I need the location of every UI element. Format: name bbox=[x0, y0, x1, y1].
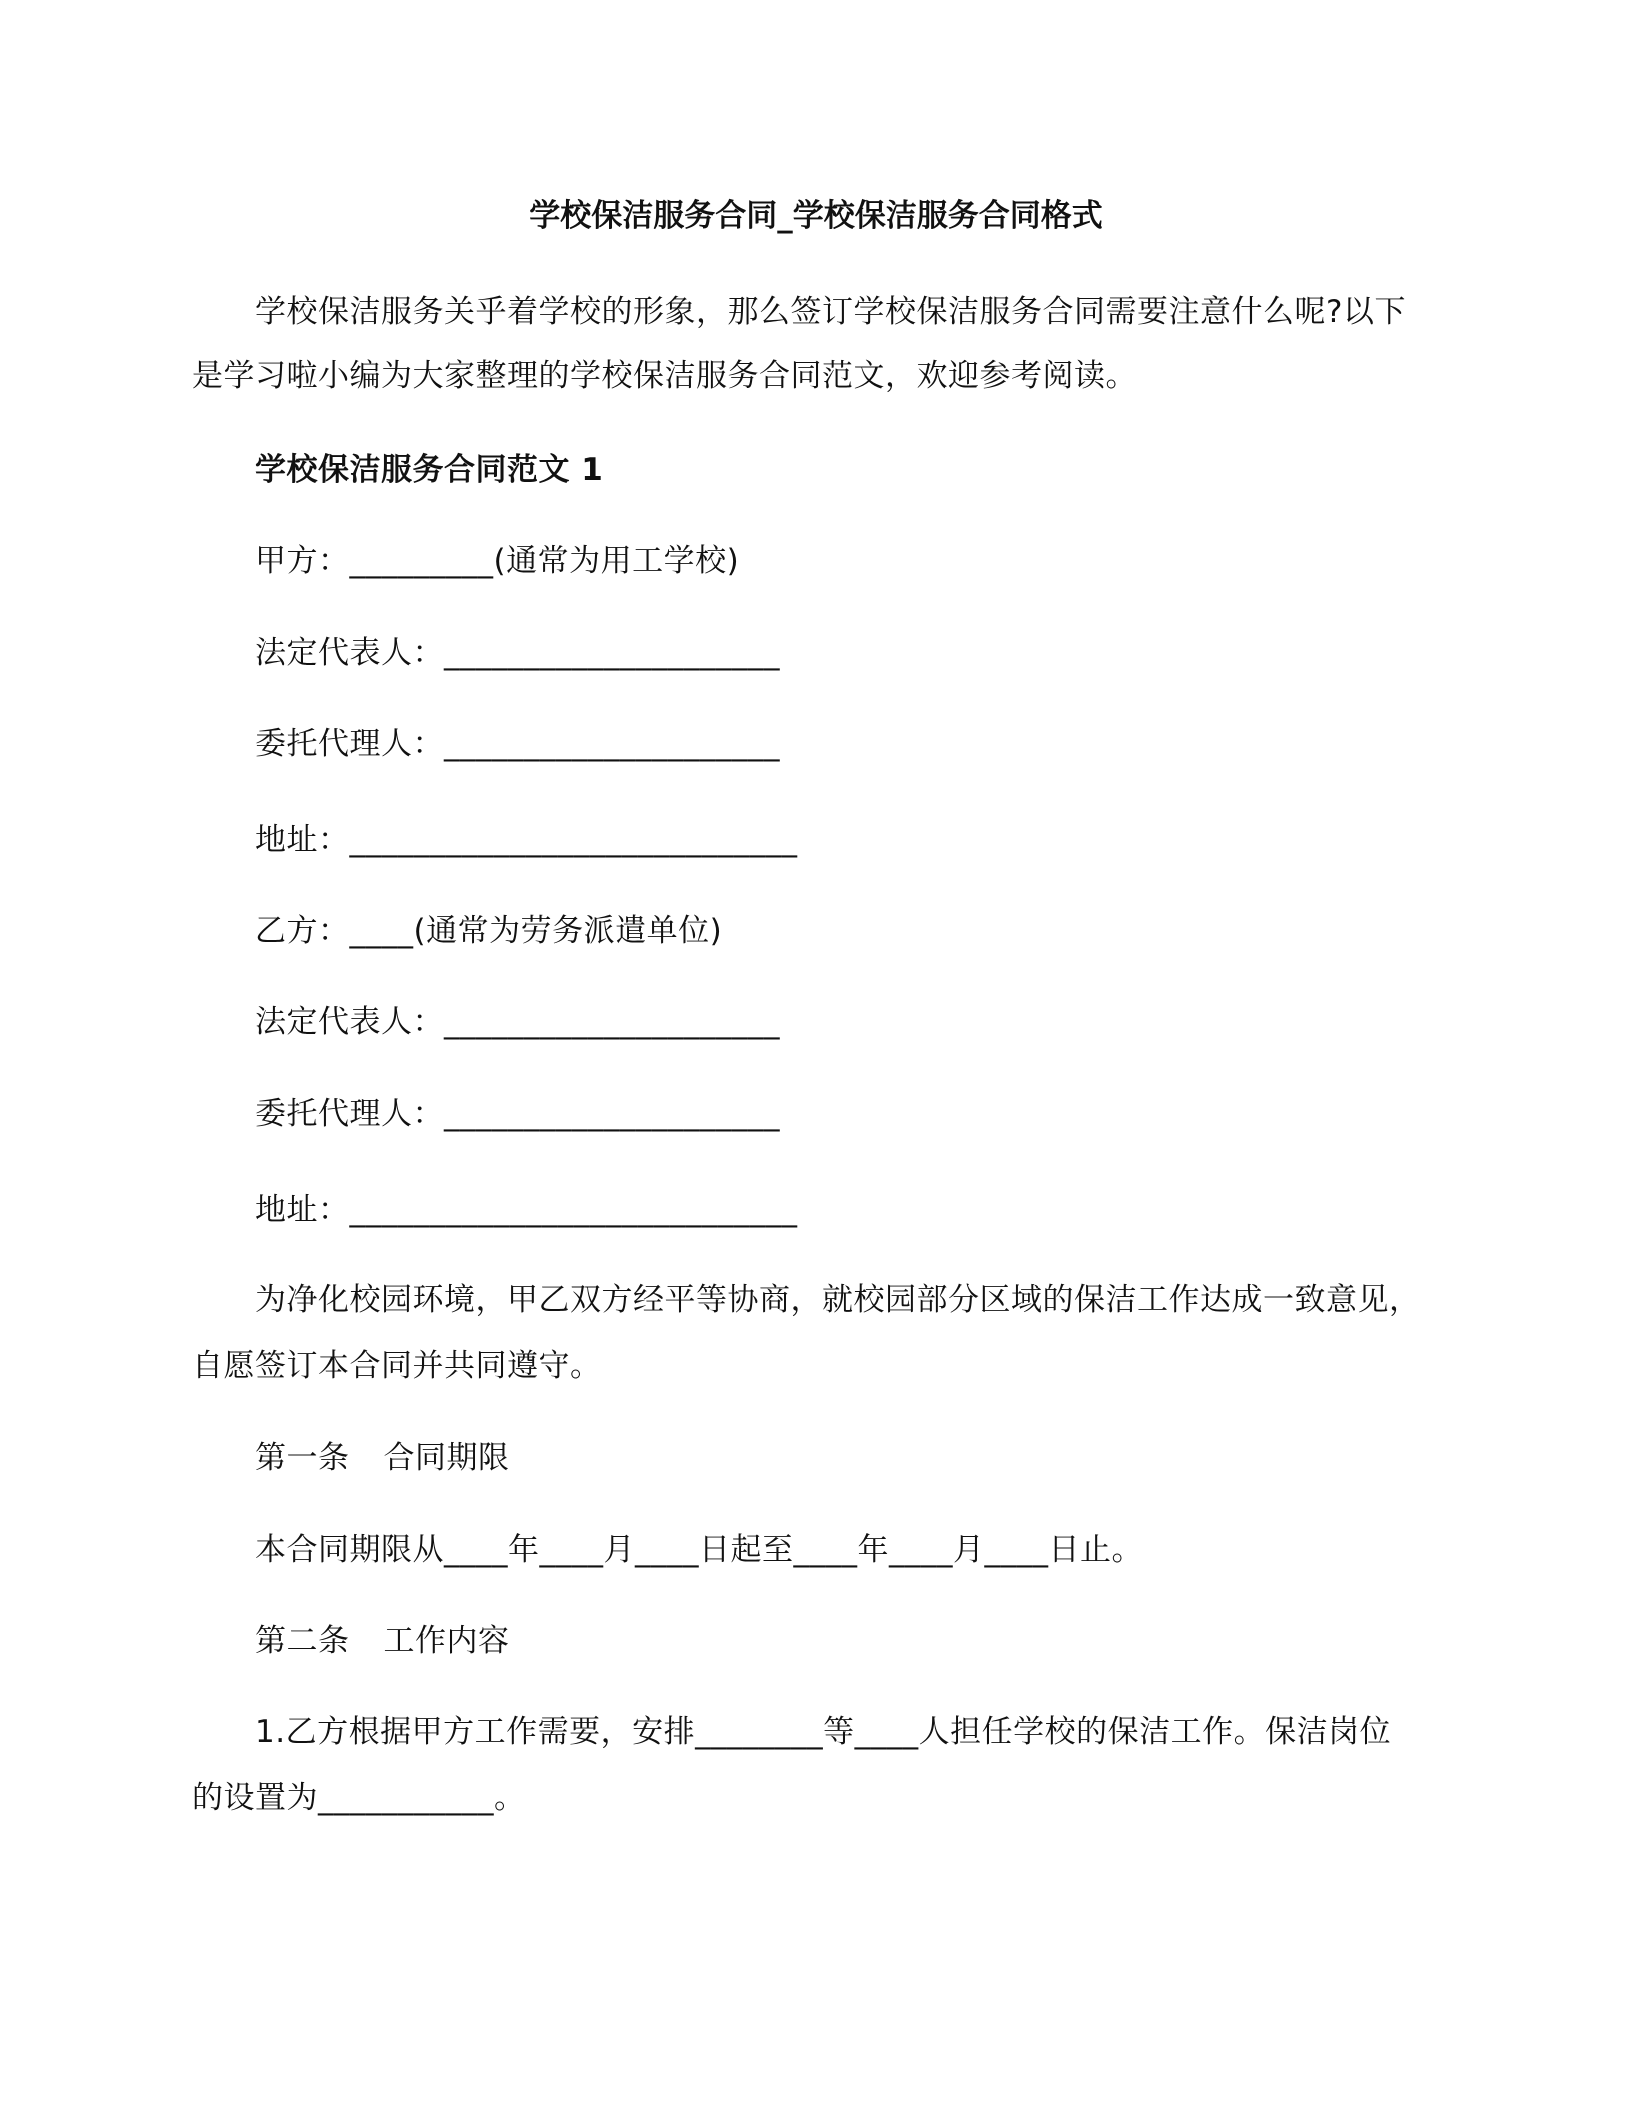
party-a-agent: 委托代理人：_____________________ bbox=[255, 726, 780, 762]
article-1-number: 第一条 bbox=[255, 1440, 350, 1476]
intro-line-1: 学校保洁服务关乎着学校的形象，那么签订学校保洁服务合同需要注意什么呢?以下 bbox=[255, 294, 1406, 330]
intro-line-2: 是学习啦小编为大家整理的学校保洁服务合同范文，欢迎参考阅读。 bbox=[192, 358, 1137, 394]
party-b-address: 地址：____________________________ bbox=[255, 1192, 798, 1228]
party-a-address: 地址：____________________________ bbox=[255, 822, 798, 858]
article-2-number: 第二条 bbox=[255, 1623, 350, 1659]
article-2-title: 工作内容 bbox=[383, 1623, 510, 1659]
document-title: 学校保洁服务合同_学校保洁服务合同格式 bbox=[529, 198, 1103, 234]
party-a-label: 甲方：_________(通常为用工学校) bbox=[255, 543, 740, 579]
party-b-agent: 委托代理人：_____________________ bbox=[255, 1096, 780, 1132]
article-1-body: 本合同期限从____年____月____日起至____年____月____日止。 bbox=[255, 1532, 1143, 1568]
preamble-line-1: 为净化校园环境，甲乙双方经平等协商，就校园部分区域的保洁工作达成一致意见， bbox=[255, 1282, 1421, 1318]
article-2-item-1-line-2: 的设置为___________。 bbox=[192, 1780, 526, 1816]
party-b-label: 乙方：____(通常为劳务派遣单位) bbox=[255, 913, 723, 949]
party-a-legal-rep: 法定代表人：_____________________ bbox=[255, 635, 780, 671]
article-2-item-1-line-1: 1.乙方根据甲方工作需要，安排________等____人担任学校的保洁工作。保洁岗位 bbox=[255, 1714, 1392, 1750]
party-b-legal-rep: 法定代表人：_____________________ bbox=[255, 1004, 780, 1040]
preamble-line-2: 自愿签订本合同并共同遵守。 bbox=[192, 1348, 602, 1384]
section-heading: 学校保洁服务合同范文 1 bbox=[255, 452, 604, 488]
article-2-heading bbox=[255, 1621, 510, 1661]
article-1-heading bbox=[255, 1438, 510, 1478]
article-1-title: 合同期限 bbox=[383, 1440, 510, 1476]
